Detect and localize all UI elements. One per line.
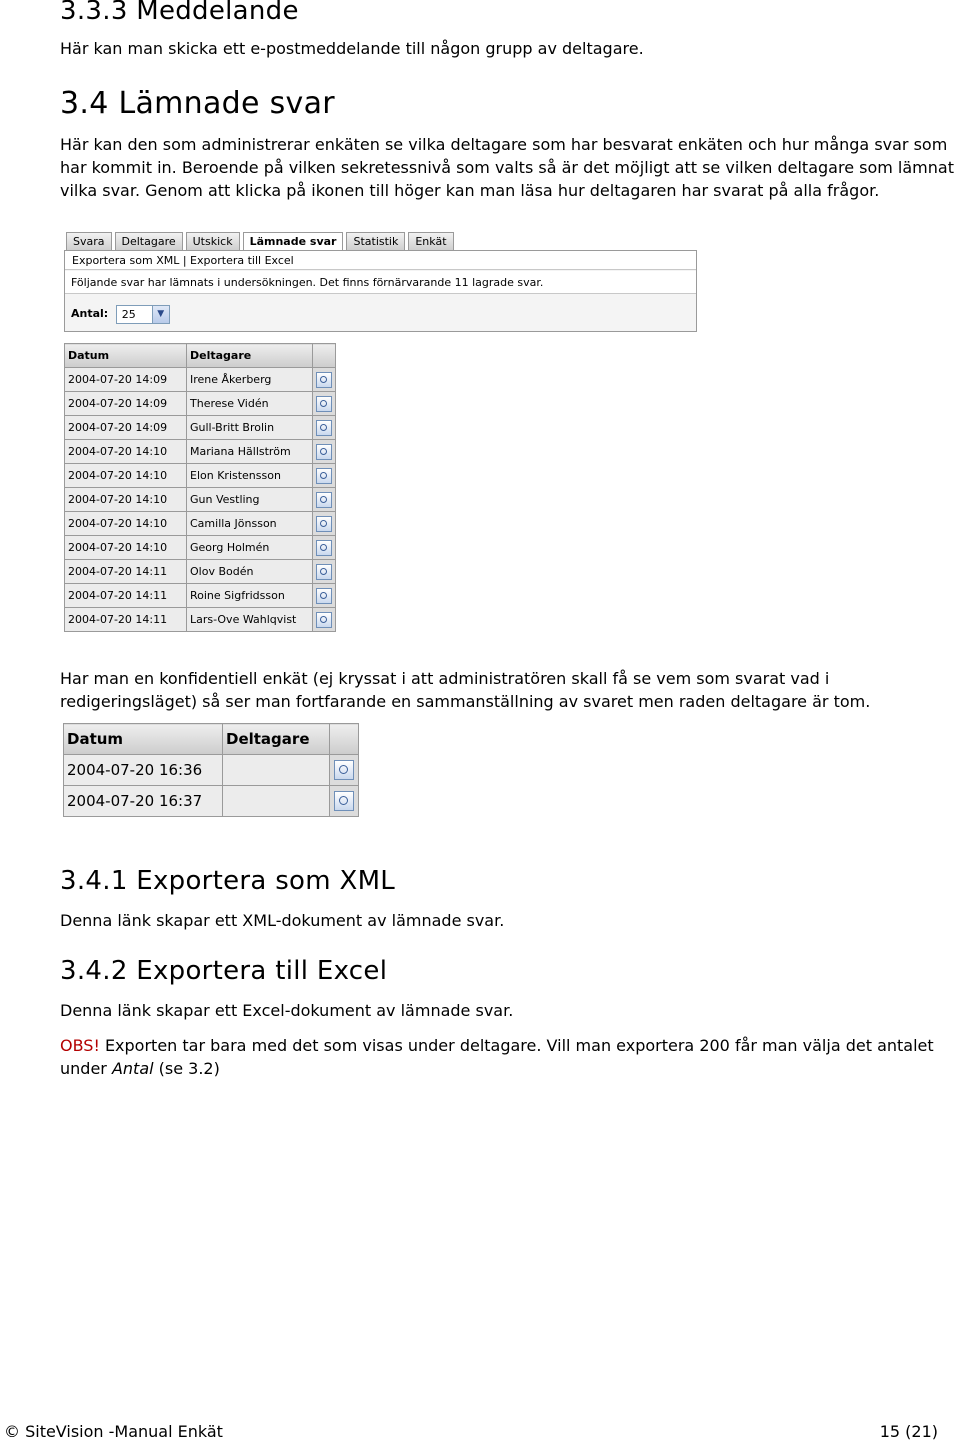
view-answer-icon[interactable] [316, 372, 332, 388]
view-answer-icon[interactable] [316, 420, 332, 436]
obs-note [60, 1034, 934, 1057]
view-answer-icon[interactable] [316, 444, 332, 460]
view-answer-icon[interactable] [316, 396, 332, 412]
obs-text-2-em: Antal [111, 1059, 154, 1078]
view-answer-icon[interactable] [316, 612, 332, 628]
deltagare-cell: Mariana Hällström [187, 440, 313, 464]
view-answer-cell [313, 512, 336, 536]
table-row [65, 488, 336, 512]
deltagare-cell: Irene Åkerberg [187, 368, 313, 392]
view-answer-icon[interactable] [316, 540, 332, 556]
view-answer-icon[interactable] [316, 516, 332, 532]
view-answer-cell [313, 368, 336, 392]
view-answer-cell [313, 392, 336, 416]
table-row [65, 464, 336, 488]
view-answer-cell [313, 560, 336, 584]
table-row [65, 416, 336, 440]
export-links[interactable]: Exportera som XML | Exportera till Excel [65, 251, 696, 270]
view-answer-icon[interactable] [316, 492, 332, 508]
antal-row [71, 304, 170, 324]
datum-cell: 2004-07-20 14:11 [65, 608, 187, 632]
heading-3-3-3: 3.3.3 Meddelande [60, 0, 299, 26]
obs-text-2-pre: under [60, 1059, 112, 1078]
tab-statistik[interactable]: Statistik [346, 232, 405, 250]
table-row [65, 560, 336, 584]
tab-svara[interactable]: Svara [66, 232, 112, 250]
deltagare-cell: Georg Holmén [187, 536, 313, 560]
view-answer-cell [313, 464, 336, 488]
obs-note-2 [60, 1057, 220, 1080]
view-answer-icon[interactable] [316, 468, 332, 484]
paragraph-konfidentiell-1: Har man en konfidentiell enkät (ej kryssat i att administratören skall få se vem som svarat vad i [60, 669, 830, 688]
paragraph-lamnade-1: Här kan den som administrerar enkäten se vilka deltagare som har besvarat enkäten och hur många svar som [60, 135, 948, 154]
tab-bar [66, 232, 454, 251]
paragraph-konfidentiell-2: redigeringsläget) så ser man fortfarande en sammanställning av svaret men raden deltagare är tom. [60, 692, 871, 711]
deltagare-cell: Lars-Ove Wahlqvist [187, 608, 313, 632]
deltagare-cell: Therese Vidén [187, 392, 313, 416]
table-row [65, 608, 336, 632]
view-answer-cell [330, 786, 359, 817]
chevron-down-icon[interactable]: ▼ [152, 306, 169, 323]
column-datum: Datum [64, 724, 223, 755]
deltagare-cell [223, 786, 330, 817]
deltagare-cell: Gull-Britt Brolin [187, 416, 313, 440]
antal-select[interactable] [116, 305, 170, 324]
table-row [65, 440, 336, 464]
heading-3-4-2: 3.4.2 Exportera till Excel [60, 956, 388, 986]
view-answer-cell [313, 536, 336, 560]
obs-label: OBS! [60, 1036, 100, 1055]
deltagare-cell: Gun Vestling [187, 488, 313, 512]
datum-cell: 2004-07-20 14:10 [65, 512, 187, 536]
datum-cell: 2004-07-20 14:10 [65, 440, 187, 464]
datum-cell: 2004-07-20 14:09 [65, 416, 187, 440]
table-row [65, 536, 336, 560]
heading-3-4-1: 3.4.1 Exportera som XML [60, 866, 396, 896]
column-icon [330, 724, 359, 755]
view-answer-cell [313, 608, 336, 632]
column-deltagare: Deltagare [187, 344, 313, 368]
deltagare-cell: Roine Sigfridsson [187, 584, 313, 608]
datum-cell: 2004-07-20 14:09 [65, 368, 187, 392]
heading-3-4: 3.4 Lämnade svar [60, 86, 335, 121]
deltagare-cell: Camilla Jönsson [187, 512, 313, 536]
column-datum: Datum [65, 344, 187, 368]
datum-cell: 2004-07-20 16:37 [64, 786, 223, 817]
deltagare-cell [223, 755, 330, 786]
column-deltagare: Deltagare [223, 724, 330, 755]
table-row [64, 786, 359, 817]
obs-text-2-post: (se 3.2) [153, 1059, 220, 1078]
tab-enkat[interactable]: Enkät [408, 232, 453, 250]
paragraph-meddelande: Här kan man skicka ett e-postmeddelande till någon grupp av deltagare. [60, 39, 644, 58]
view-answer-icon[interactable] [316, 564, 332, 580]
table-row [65, 512, 336, 536]
page-number: 15 (21) [879, 1422, 938, 1441]
datum-cell: 2004-07-20 14:10 [65, 536, 187, 560]
paragraph-lamnade-2: har kommit in. Beroende på vilken sekretessnivå som valts så är det möjligt att se vilken deltagare som lämnat [60, 158, 954, 177]
table-row [65, 584, 336, 608]
antal-value: 25 [121, 307, 136, 321]
datum-cell: 2004-07-20 14:11 [65, 584, 187, 608]
table-row [64, 755, 359, 786]
info-text: Följande svar har lämnats i undersökningen. Det finns förnärvarande 11 lagrade svar. [65, 271, 696, 294]
view-answer-icon[interactable] [334, 760, 354, 780]
paragraph-excel: Denna länk skapar ett Excel-dokument av lämnade svar. [60, 1001, 514, 1020]
paragraph-xml: Denna länk skapar ett XML-dokument av lämnade svar. [60, 911, 505, 930]
datum-cell: 2004-07-20 16:36 [64, 755, 223, 786]
tab-lamnade-svar[interactable]: Lämnade svar [243, 232, 344, 251]
datum-cell: 2004-07-20 14:10 [65, 464, 187, 488]
footer-left: © SiteVision -Manual Enkät [4, 1422, 223, 1441]
answers-table [64, 343, 336, 632]
view-answer-cell [313, 584, 336, 608]
view-answer-cell [313, 440, 336, 464]
table-row [65, 392, 336, 416]
lamnade-svar-panel [64, 250, 697, 332]
view-answer-cell [313, 488, 336, 512]
view-answer-icon[interactable] [316, 588, 332, 604]
datum-cell: 2004-07-20 14:09 [65, 392, 187, 416]
table-row [65, 368, 336, 392]
paragraph-lamnade-3: vilka svar. Genom att klicka på ikonen till höger kan man läsa hur deltagaren har svarat på alla frågor. [60, 181, 880, 200]
deltagare-cell: Olov Bodén [187, 560, 313, 584]
datum-cell: 2004-07-20 14:11 [65, 560, 187, 584]
confidential-answers-table [63, 723, 359, 817]
deltagare-cell: Elon Kristensson [187, 464, 313, 488]
view-answer-icon[interactable] [334, 791, 354, 811]
antal-label: Antal: [71, 307, 109, 320]
tab-deltagare[interactable]: Deltagare [115, 232, 183, 250]
view-answer-cell [313, 416, 336, 440]
tab-utskick[interactable]: Utskick [186, 232, 240, 250]
obs-text: Exporten tar bara med det som visas under deltagare. Vill man exportera 200 får man välja det antalet [99, 1036, 934, 1055]
view-answer-cell [330, 755, 359, 786]
column-icon [313, 344, 336, 368]
datum-cell: 2004-07-20 14:10 [65, 488, 187, 512]
